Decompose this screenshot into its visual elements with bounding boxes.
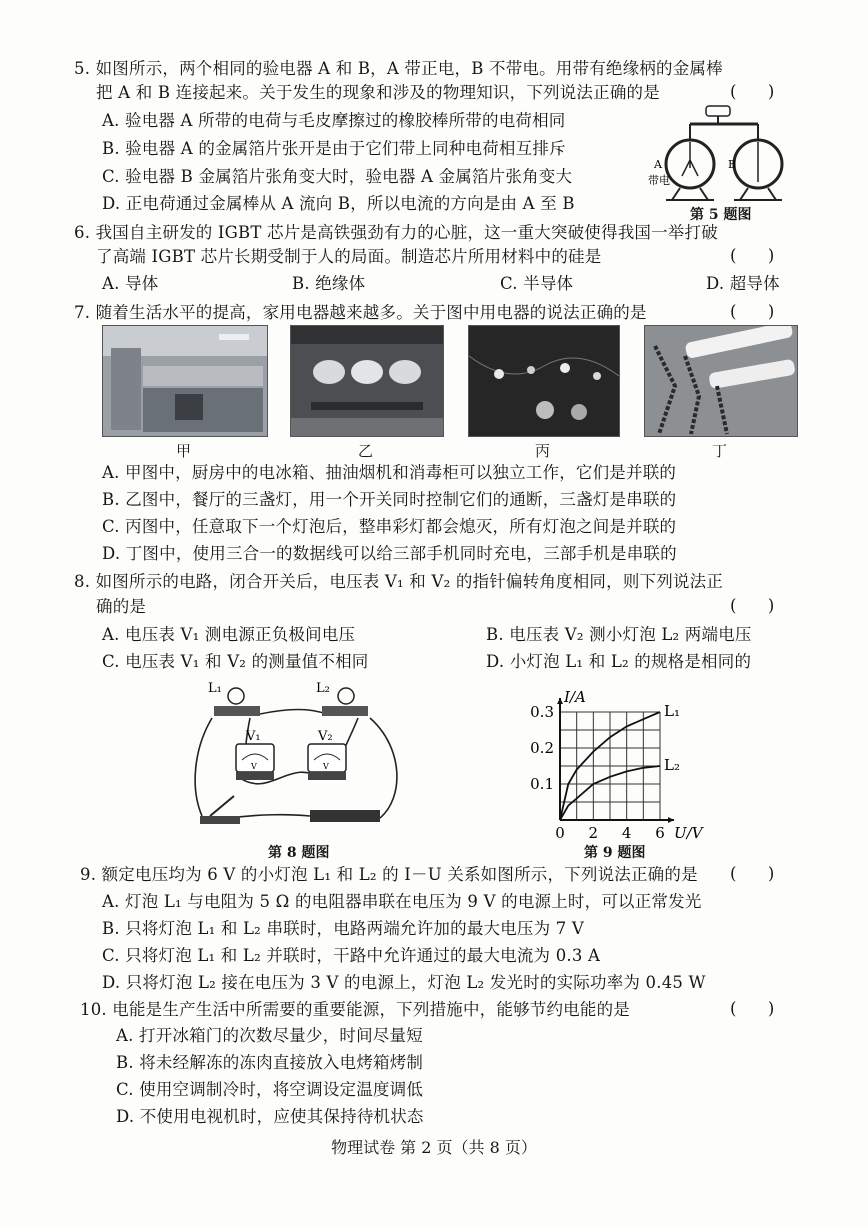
q5-label-b: B <box>728 158 737 171</box>
q8-figure-caption: 第 8 题图 <box>268 845 330 861</box>
x-tick-label: 2 <box>588 824 599 840</box>
q10-option-b: B. 将未经解冻的冻肉直接放入电烤箱烤制 <box>116 1053 424 1072</box>
y-axis-label: I/A <box>564 688 586 706</box>
q8-option-b: B. 电压表 V₂ 测小灯泡 L₂ 两端电压 <box>486 625 752 644</box>
y-tick-label: 0.2 <box>530 739 554 757</box>
q8-stem-line-2: 确的是 <box>96 597 147 616</box>
q9-option-d: D. 只将灯泡 L₂ 接在电压为 3 V 的电源上，灯泡 L₂ 发光时的实际功率为 0.45 W <box>102 973 706 992</box>
q5-option-c: C. 验电器 B 金属箔片张角变大时，验电器 A 金属箔片张角变大 <box>102 167 573 186</box>
y-axis-arrow <box>557 698 563 704</box>
page-footer: 物理试卷 第 2 页（共 8 页） <box>331 1138 537 1157</box>
q5-answer-bracket: ( ) <box>730 82 775 101</box>
q5-label-charged: 带电 <box>648 174 670 187</box>
series-label-1: L₁ <box>664 702 680 720</box>
q8-option-a: A. 电压表 V₁ 测电源正负极间电压 <box>102 625 356 644</box>
q5-option-b: B. 验电器 A 的金属箔片张开是由于它们带上同种电荷相互排斥 <box>102 139 566 158</box>
q7-stem: 7. 随着生活水平的提高，家用电器越来越多。关于图中用电器的说法正确的是 <box>74 303 647 322</box>
q7-answer-bracket: ( ) <box>730 302 775 321</box>
q9-iu-chart <box>520 680 720 840</box>
q7-option-b: B. 乙图中，餐厅的三盏灯，用一个开关同时控制它们的通断，三盏灯是串联的 <box>102 490 677 509</box>
q8-answer-bracket: ( ) <box>730 596 775 615</box>
q5-stem-line-2: 把 A 和 B 连接起来。关于发生的现象和涉及的物理知识，下列说法正确的是 <box>96 83 660 102</box>
photo-kitchen <box>102 325 268 437</box>
x-axis-arrow <box>668 817 674 823</box>
q10-option-a: A. 打开冰箱门的次数尽量少，时间尽量短 <box>116 1026 423 1045</box>
q5-label-a: A <box>654 158 662 171</box>
q8-circuit-figure <box>190 678 410 838</box>
x-tick-label: 6 <box>655 824 665 840</box>
battery <box>310 810 380 822</box>
q8-label-l2: L₂ <box>316 681 330 696</box>
q6-option-b: B. 绝缘体 <box>292 274 366 293</box>
q6-option-d: D. 超导体 <box>706 274 780 293</box>
q6-option-c: C. 半导体 <box>500 274 574 293</box>
photo-dining-room <box>290 325 444 437</box>
x-tick-label: 0 <box>555 824 565 840</box>
q9-option-a: A. 灯泡 L₁ 与电阻为 5 Ω 的电阻器串联在电压为 9 V 的电源上时，可以正常发光 <box>102 892 702 911</box>
q5-option-d: D. 正电荷通过金属棒从 A 流向 B，所以电流的方向是由 A 至 B <box>102 194 575 213</box>
y-tick-label: 0.1 <box>530 775 554 793</box>
q8-meter2-v: V <box>323 762 329 771</box>
q8-label-v1: V₁ <box>246 729 261 744</box>
q9-stem: 9. 额定电压均为 6 V 的小灯泡 L₁ 和 L₂ 的 I－U 关系如图所示，下列说法正确的是 <box>80 865 698 884</box>
photo-caption-ding: 丁 <box>712 442 728 460</box>
q7-option-d: D. 丁图中，使用三合一的数据线可以给三部手机同时充电，三部手机是串联的 <box>102 544 677 563</box>
y-tick-label: 0.3 <box>530 703 554 721</box>
q8-meter1-v: V <box>251 762 257 771</box>
q9-figure-caption: 第 9 题图 <box>584 845 646 861</box>
electroscope-b <box>734 124 782 200</box>
q9-option-b: B. 只将灯泡 L₁ 和 L₂ 串联时，电路两端允许加的最大电压为 7 V <box>102 919 585 938</box>
q10-option-d: D. 不使用电视机时，应使其保持待机状态 <box>116 1107 424 1126</box>
q5-stem-line-1: 5. 如图所示，两个相同的验电器 A 和 B，A 带正电，B 不带电。用带有绝缘柄的金属棒 <box>74 59 723 78</box>
q8-option-c: C. 电压表 V₁ 和 V₂ 的测量值不相同 <box>102 652 369 671</box>
q6-stem-line-2: 了高端 IGBT 芯片长期受制于人的局面。制造芯片所用材料中的硅是 <box>96 247 602 266</box>
photo-charging-cable <box>644 325 798 437</box>
q6-option-a: A. 导体 <box>102 274 159 293</box>
q7-option-c: C. 丙图中，任意取下一个灯泡后，整串彩灯都会熄灭，所有灯泡之间是并联的 <box>102 517 677 536</box>
q10-answer-bracket: ( ) <box>730 999 775 1018</box>
q7-option-a: A. 甲图中，厨房中的电冰箱、抽油烟机和消毒柜可以独立工作，它们是并联的 <box>102 463 677 482</box>
q8-stem-line-1: 8. 如图所示的电路，闭合开关后，电压表 V₁ 和 V₂ 的指针偏转角度相同，则下列说法正 <box>74 572 724 591</box>
q8-label-l1: L₁ <box>208 681 222 696</box>
q6-stem-line-1: 6. 我国自主研发的 IGBT 芯片是高铁强劲有力的心脏，这一重大突破使得我国一举打破 <box>74 223 718 242</box>
photo-caption-bing: 丙 <box>535 442 551 460</box>
q9-option-c: C. 只将灯泡 L₁ 和 L₂ 并联时，干路中允许通过的最大电流为 0.3 A <box>102 946 601 965</box>
photo-string-lights <box>468 325 620 437</box>
q6-answer-bracket: ( ) <box>730 246 775 265</box>
q5-figure-caption: 第 5 题图 <box>690 207 752 223</box>
q10-option-c: C. 使用空调制冷时，将空调设定温度调低 <box>116 1080 424 1099</box>
x-tick-label: 4 <box>621 824 632 840</box>
q5-option-a: A. 验电器 A 所带的电荷与毛皮摩擦过的橡胶棒所带的电荷相同 <box>102 111 566 130</box>
photo-caption-yi: 乙 <box>358 442 374 460</box>
switch <box>200 796 240 824</box>
series-label-2: L₂ <box>664 756 680 774</box>
x-axis-label: U/V <box>674 824 703 840</box>
q9-answer-bracket: ( ) <box>730 864 775 883</box>
q8-option-d: D. 小灯泡 L₁ 和 L₂ 的规格是相同的 <box>486 652 752 671</box>
q5-electroscope-figure <box>648 104 788 206</box>
q10-stem: 10. 电能是生产生活中所需要的重要能源，下列措施中，能够节约电能的是 <box>80 1000 630 1019</box>
q8-label-v2: V₂ <box>318 729 333 744</box>
photo-caption-jia: 甲 <box>176 442 192 460</box>
electroscope-a <box>666 124 714 200</box>
